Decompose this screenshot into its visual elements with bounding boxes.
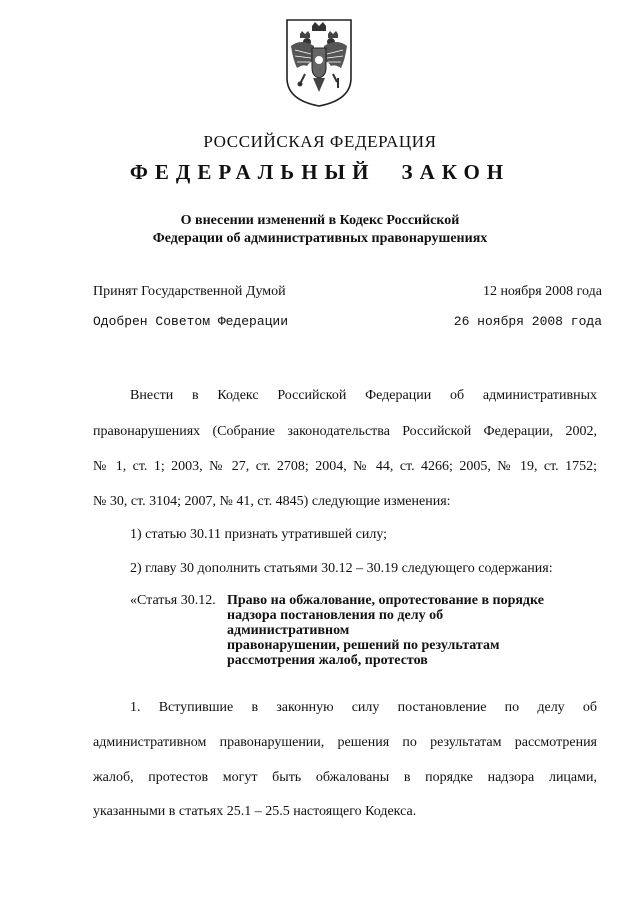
intro-line: № 1, ст. 1; 2003, № 27, ст. 2708; 2004, № 44, ст. 4266; 2005, № 19, ст. 1752; (93, 459, 597, 474)
council-approval-date: 26 ноября 2008 года (453, 314, 602, 329)
document-type-word-1: ФЕДЕРАЛЬНЫЙ (129, 160, 376, 184)
council-approval-label: Одобрен Советом Федерации (93, 314, 289, 329)
paragraph-line: жалоб, протестов могут быть обжалованы в порядке надзора лицами, (93, 770, 597, 785)
document-type-heading (0, 160, 640, 185)
article-name-line: правонарушении, решений по результатам (227, 638, 500, 653)
article-name-line: административном (227, 623, 350, 638)
duma-adoption-date: 12 ноября 2008 года (482, 284, 602, 299)
document-type-word-2: ЗАКОН (401, 160, 511, 184)
article-name (227, 593, 597, 668)
intro-line: правонарушениях (Собрание законодательства Российской Федерации, 2002, (93, 424, 597, 439)
country-name: РОССИЙСКАЯ ФЕДЕРАЦИЯ (203, 132, 437, 151)
law-title-line-1: О внесении изменений в Кодекс Российской (180, 213, 460, 228)
paragraph-line: административном правонарушении, решения по результатам рассмотрения (93, 735, 597, 750)
article-name-line: рассмотрения жалоб, протестов (227, 653, 428, 668)
paragraph-line: 1. Вступившие в законную силу постановление по делу об (130, 700, 597, 715)
law-title (0, 212, 640, 248)
duma-adoption-label: Принят Государственной Думой (93, 284, 286, 299)
russian-coat-of-arms-icon (283, 16, 355, 108)
paragraph-line: указанными в статьях 25.1 – 25.5 настоящего Кодекса. (93, 804, 417, 819)
amendment-item-2: 2) главу 30 дополнить статьями 30.12 – 30.19 следующего содержания: (130, 561, 553, 576)
article-name-line: надзора постановления по делу об (227, 608, 444, 623)
amendment-item-1: 1) статью 30.11 признать утратившей силу; (130, 527, 388, 542)
article-number: «Статья 30.12. (130, 593, 216, 608)
intro-line: Внести в Кодекс Российской Федерации об административных (130, 388, 597, 403)
article-name-line: Право на обжалование, опротестование в порядке (227, 593, 544, 608)
law-title-line-2: Федерации об административных правонарушениях (152, 231, 488, 246)
intro-line: № 30, ст. 3104; 2007, № 41, ст. 4845) следующие изменения: (93, 494, 451, 509)
